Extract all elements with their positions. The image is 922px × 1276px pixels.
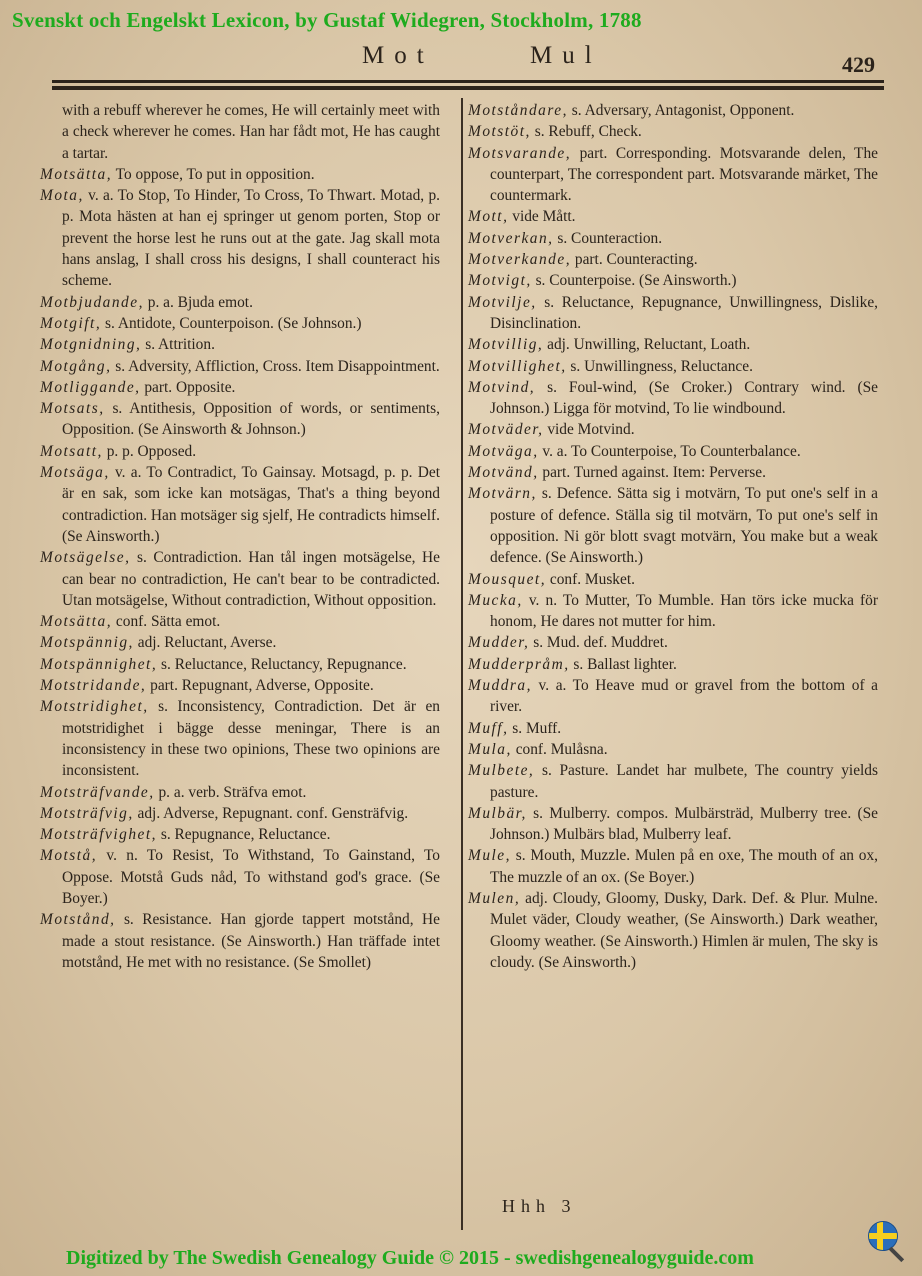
headword: Motsatt, xyxy=(40,442,103,460)
headword: Motvigt, xyxy=(468,272,532,290)
headword: Mula, xyxy=(468,740,512,758)
headword: Mousquet, xyxy=(468,570,547,588)
headword: Motvärn, xyxy=(468,485,537,503)
definition-text: s. Reluctance, Reluctancy, Repugnance. xyxy=(157,655,407,673)
definition-text: conf. Mulåsna. xyxy=(511,740,608,758)
headword: Motsätta, xyxy=(40,613,113,631)
dictionary-entry xyxy=(40,909,440,973)
definition-text: s. Counterpoise. (Se Ainsworth.) xyxy=(531,272,737,290)
headword: Motsträfvande, xyxy=(40,783,155,801)
definition-text: s. Pasture. Landet har mulbete, The country yields pasture. xyxy=(490,762,878,801)
headword: Mucka, xyxy=(468,591,523,609)
headword: Mulbär, xyxy=(468,804,527,822)
definition-text: conf. Musket. xyxy=(546,570,635,588)
dictionary-entry xyxy=(40,292,440,313)
dictionary-entry xyxy=(468,206,878,227)
definition-text: s. Repugnance, Reluctance. xyxy=(156,826,331,844)
definition-text: s. Attrition. xyxy=(141,336,215,354)
dictionary-entry xyxy=(40,185,440,291)
left-column xyxy=(40,100,440,973)
definition-text: s. Reluctance, Repugnance, Unwillingness, Dislike, Disinclination. xyxy=(490,293,878,332)
dictionary-entry xyxy=(40,803,440,824)
definition-text: s. Muff. xyxy=(508,719,562,737)
definition-text: part. Corresponding. Motsvarande delen, The counterpart, The correspondent part. Motsvarande märket, The countermark. xyxy=(490,144,878,205)
dictionary-entry xyxy=(40,782,440,803)
header-rule xyxy=(52,80,884,83)
headword: Motgift, xyxy=(40,314,102,332)
headword: Mota, xyxy=(40,187,84,205)
headword: Motstridighet, xyxy=(40,698,149,716)
headword: Motverkande, xyxy=(468,251,572,269)
dictionary-entry xyxy=(468,377,878,420)
dictionary-entry xyxy=(40,675,440,696)
headword: Motsäga, xyxy=(40,464,110,482)
headword: Motsats, xyxy=(40,400,105,418)
dictionary-entry xyxy=(468,632,878,653)
definition-text: v. n. To Resist, To Withstand, To Gainstand, To Oppose. Motstå Guds nåd, To withstand god's grace. (Se Boyer.) xyxy=(62,847,440,907)
dictionary-entry xyxy=(40,632,440,653)
dictionary-entry xyxy=(40,654,440,675)
definition-text: s. Antithesis, Opposition of words, or sentiments, Opposition. (Se Ainsworth & Johnson.) xyxy=(62,400,440,439)
dictionary-entry xyxy=(40,547,440,611)
headword: Motspännig, xyxy=(40,634,134,652)
dictionary-entry xyxy=(468,419,878,440)
dictionary-entry xyxy=(468,292,878,335)
headword: Motväder, xyxy=(468,421,544,439)
dictionary-entry xyxy=(468,356,878,377)
headword: Motstridande, xyxy=(40,677,147,695)
dictionary-entry xyxy=(468,462,878,483)
definition-text: part. Opposite. xyxy=(140,378,236,396)
dictionary-entry xyxy=(40,824,440,845)
dictionary-entry xyxy=(468,845,878,888)
headword: Motsägelse, xyxy=(40,549,131,567)
headword: Mulen, xyxy=(468,889,521,907)
overlay-credit: Digitized by The Swedish Genealogy Guide © 2015 - swedishgenealogyguide.com xyxy=(66,1247,754,1269)
headword: Motverkan, xyxy=(468,229,554,247)
definition-text: v. a. To Stop, To Hinder, To Cross, To Thwart. Motad, p. p. Mota hästen at han ej springer ut genom porten, Stop or prevent the horse lest he runs out at the gate. Jag skall mota hans anslag, I shall cross his designs, I shall counteract his scheme. xyxy=(62,187,440,290)
headword: Motsätta, xyxy=(40,165,113,183)
dictionary-entry xyxy=(468,888,878,973)
headword: Motstå, xyxy=(40,847,98,865)
headword: Mulbete, xyxy=(468,762,535,780)
definition-text: conf. Sätta emot. xyxy=(112,613,221,631)
definition-text: vide Mått. xyxy=(508,208,576,226)
dictionary-entry xyxy=(468,270,878,291)
definition-text: s. Mouth, Muzzle. Mulen på en oxe, The mouth of an ox, The muzzle of an ox. (Se Boyer.) xyxy=(490,847,878,886)
headword: Motgång, xyxy=(40,357,112,375)
dictionary-entry xyxy=(40,377,440,398)
dictionary-entry xyxy=(468,590,878,633)
definition-text: s. Defence. Sätta sig i motvärn, To put one's self in a posture of defence. Ställa sig til motvärn, To put one's self in opposition. Ni gör blott svagt motvärn, You make but a weak defence. (Se Ainsworth.) xyxy=(490,485,878,567)
dictionary-entry xyxy=(468,739,878,760)
dictionary-entry xyxy=(468,441,878,462)
dictionary-entry xyxy=(40,462,440,547)
headword: Mule, xyxy=(468,847,511,865)
definition-text: p. a. Bjuda emot. xyxy=(143,293,253,311)
dictionary-entry xyxy=(468,483,878,568)
dictionary-entry xyxy=(40,611,440,632)
definition-text: s. Antidote, Counterpoison. (Se Johnson.) xyxy=(101,314,362,332)
headword: Motvillig, xyxy=(468,336,544,354)
dictionary-entry xyxy=(468,228,878,249)
headword: Muff, xyxy=(468,719,509,737)
running-head-right: Mul xyxy=(530,42,602,69)
definition-text: s. Mulberry. compos. Mulbärsträd, Mulberry tree. (Se Johnson.) Mulbärs blad, Mulberry leaf. xyxy=(490,804,878,844)
definition-text: p. p. Opposed. xyxy=(102,442,197,460)
definition-text: s. Adversary, Antagonist, Opponent. xyxy=(567,102,795,119)
headword: Motväga, xyxy=(468,442,539,460)
definition-text: v. n. To Mutter, To Mumble. Han törs icke mucka för honom, He dares not mutter for him. xyxy=(490,591,878,631)
headword: Motvilje, xyxy=(468,293,537,311)
column-divider xyxy=(461,98,463,1230)
headword: Motbjudande, xyxy=(40,293,144,311)
definition-text: v. a. To Contradict, To Gainsay. Motsagd, p. p. Det är en sak, som icke kan motsägas, That's a thing beyond contradiction. Han motsäger sig sjelf, He contradicts himself. (Se Ainsworth.) xyxy=(62,464,440,545)
headword: Motvänd, xyxy=(468,464,539,482)
headword: Mudderpråm, xyxy=(468,655,570,673)
headword: Mudder, xyxy=(468,634,530,652)
dictionary-entry xyxy=(468,675,878,718)
dictionary-entry xyxy=(468,654,878,675)
definition-text: To oppose, To put in opposition. xyxy=(112,165,315,183)
dictionary-entry xyxy=(40,696,440,781)
dictionary-entry xyxy=(468,100,878,121)
dictionary-entry xyxy=(468,803,878,846)
definition-text: part. Turned against. Item: Perverse. xyxy=(538,464,766,482)
dictionary-entry xyxy=(40,313,440,334)
definition-text: v. a. To Heave mud or gravel from the bottom of a river. xyxy=(490,677,878,716)
headword: Motsträfvighet, xyxy=(40,826,157,844)
definition-text: with a rebuff wherever he comes, He will certainly meet with a check wherever he comes. Han har fådt mot, He has caught a tartar. xyxy=(62,102,440,162)
dictionary-entry xyxy=(40,334,440,355)
headword: Motliggande, xyxy=(40,378,141,396)
dictionary-entry xyxy=(40,845,440,909)
header-rule-thick xyxy=(52,86,884,90)
dictionary-entry xyxy=(40,164,440,185)
definition-text: v. a. To Counterpoise, To Counterbalance. xyxy=(538,442,801,460)
dictionary-entry xyxy=(468,249,878,270)
headword: Motstånd, xyxy=(40,911,116,929)
dictionary-entry xyxy=(468,760,878,803)
headword: Motspännighet, xyxy=(40,655,158,673)
dictionary-entry xyxy=(40,100,440,164)
running-head-left: Mot xyxy=(362,42,434,69)
definition-text: vide Motvind. xyxy=(543,421,635,439)
headword: Mott, xyxy=(468,208,509,226)
dictionary-entry xyxy=(468,143,878,207)
definition-text: s. Foul-wind, (Se Croker.) Contrary wind. (Se Johnson.) Ligga för motvind, To lie windbound. xyxy=(490,378,878,418)
definition-text: s. Rebuff, Check. xyxy=(530,123,642,141)
headword: Motvillighet, xyxy=(468,357,567,375)
definition-text: s. Inconsistency, Contradiction. Det är en motstridighet i bägge desse meningar, There is an inconsistency in these two opinions, These two opinions are inconsistent. xyxy=(62,698,440,780)
definition-text: s. Adversity, Affliction, Cross. Item Disappointment. xyxy=(111,357,440,375)
definition-text: s. Resistance. Han gjorde tappert motstånd, He made a stout resistance. (Se Ainsworth.) Han träffade intet motstånd, He met with no resistance. (Se Smollet) xyxy=(62,911,440,971)
definition-text: s. Counteraction. xyxy=(553,229,663,247)
headword: Motståndare, xyxy=(468,102,568,119)
headword: Motstöt, xyxy=(468,123,531,141)
dictionary-entry xyxy=(468,121,878,142)
headword: Motsvarande, xyxy=(468,144,572,162)
definition-text: adj. Cloudy, Gloomy, Dusky, Dark. Def. & Plur. Mulne. Mulet väder, Cloudy weather, (Se Ainsworth.) Dark weather, Gloomy weather. (Se Ainsworth.) Himlen är mulen, The sky is cloudy. (Se Ainsworth.) xyxy=(490,889,878,971)
page-number: 429 xyxy=(842,52,875,77)
headword: Motvind, xyxy=(468,378,536,396)
overlay-title: Svenskt och Engelskt Lexicon, by Gustaf Widegren, Stockholm, 1788 xyxy=(12,8,642,32)
headword: Motsträfvig, xyxy=(40,804,134,822)
definition-text: adj. Unwilling, Reluctant, Loath. xyxy=(543,336,751,354)
right-column xyxy=(468,100,878,973)
dictionary-entry xyxy=(468,569,878,590)
dictionary-entry xyxy=(40,441,440,462)
definition-text: s. Ballast lighter. xyxy=(569,655,677,673)
definition-text: adj. Adverse, Repugnant. conf. Gensträfvig. xyxy=(133,804,409,822)
dictionary-entry xyxy=(468,334,878,355)
definition-text: p. a. verb. Sträfva emot. xyxy=(154,783,307,801)
definition-text: part. Repugnant, Adverse, Opposite. xyxy=(146,677,374,695)
signature-mark: Hhh 3 xyxy=(502,1196,577,1216)
magnifier-icon xyxy=(889,1247,905,1263)
definition-text: s. Contradiction. Han tål ingen motsägelse, He can bear no contradiction, He can't bear to be contradicted. Utan motsägelse, Without contradiction, Without opposition. xyxy=(62,549,440,609)
swedish-flag-icon xyxy=(868,1221,898,1251)
definition-text: part. Counteracting. xyxy=(571,251,698,269)
headword: Muddra, xyxy=(468,677,532,695)
dictionary-entry xyxy=(40,398,440,441)
dictionary-entry xyxy=(468,718,878,739)
headword: Motgnidning, xyxy=(40,336,142,354)
definition-text: adj. Reluctant, Averse. xyxy=(133,634,277,652)
dictionary-entry xyxy=(40,356,440,377)
definition-text: s. Mud. def. Muddret. xyxy=(529,634,668,652)
definition-text: s. Unwillingness, Reluctance. xyxy=(566,357,753,375)
